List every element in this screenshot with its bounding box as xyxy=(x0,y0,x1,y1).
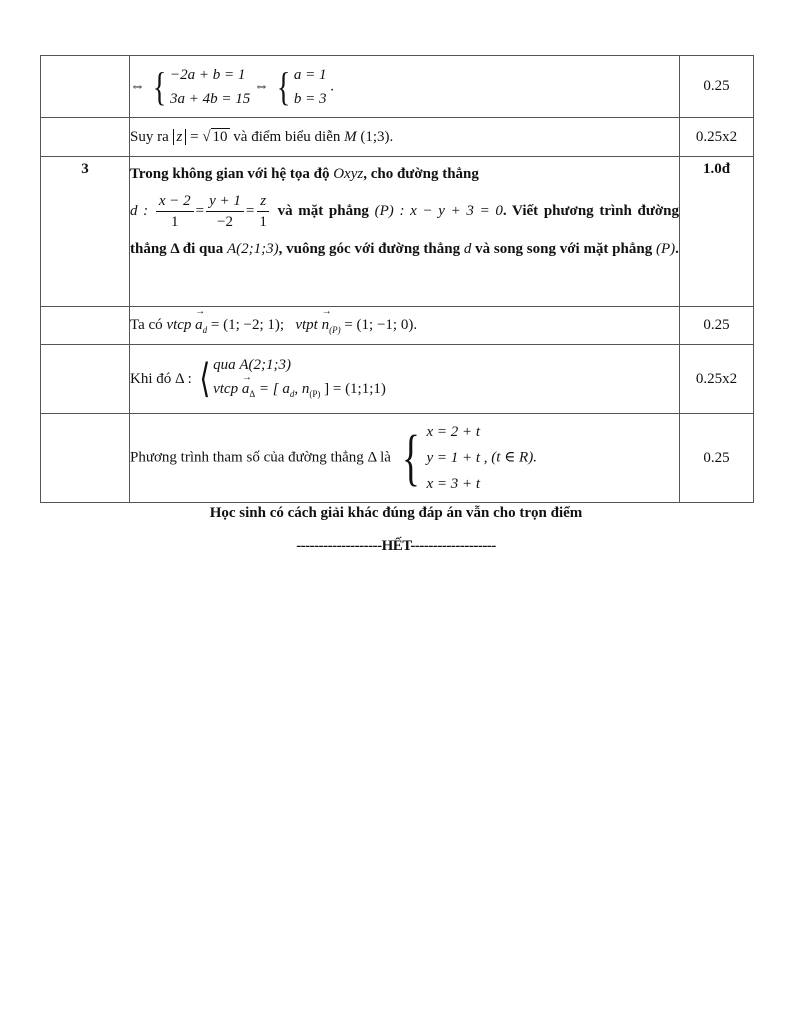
score-cell: 0.25 xyxy=(680,414,754,503)
equation-system xyxy=(273,63,327,111)
equivalence-symbol: ⇔ xyxy=(253,77,269,94)
equation: 3a + 4b = 15 xyxy=(169,90,251,107)
point-label: M xyxy=(344,128,357,145)
equation: b = 3 xyxy=(293,90,327,107)
radicand: 10 xyxy=(212,128,228,145)
score-cell: 0.25x2 xyxy=(680,118,754,157)
text: vtpt xyxy=(295,316,318,333)
question-number-cell xyxy=(41,118,130,157)
text: . Viết phương trình đường thẳng Δ đi qua xyxy=(130,202,680,257)
solution-cell xyxy=(130,56,680,118)
answer-table xyxy=(40,55,754,503)
text: và điểm biểu diễn xyxy=(233,128,341,145)
line-equation: d : $\frac{x - 2}{1}$ = $\frac{y + 1}{-2}$ = $\frac{z}{1}$ xyxy=(130,203,278,219)
solution-cell: Ta có vtcp → $a_d = (1$; −2; 1); vtpt → $n_{(P)} = (1$; −1; 0). xyxy=(130,307,680,345)
period: . xyxy=(330,77,335,94)
line-label: d : xyxy=(130,202,149,219)
question-number-cell xyxy=(41,56,130,118)
fraction: $\frac{y + 1}{-2}$ xyxy=(206,191,244,232)
table-row xyxy=(41,157,754,307)
text: vtcp xyxy=(166,316,192,333)
text: Suy ra xyxy=(130,128,169,145)
vector-value: = (1; −2; 1); xyxy=(210,316,285,333)
text: Khi đó Δ : xyxy=(130,370,192,387)
line-label: d xyxy=(463,241,472,257)
point-coords: (1;3). xyxy=(360,128,394,145)
solution-cell xyxy=(130,345,680,414)
question-number-cell xyxy=(41,307,130,345)
text: là xyxy=(380,449,391,466)
text: , vuông góc với đường thẳng xyxy=(278,241,461,257)
question-number-cell xyxy=(41,414,130,503)
left-angle-bracket: ⟨ xyxy=(198,356,210,401)
vector-value: = (1; −1; 0). xyxy=(344,316,418,333)
fraction: $\frac{x - 2}{1}$ xyxy=(156,191,194,232)
plane-equation: (P) : x − y + 3 = 0 xyxy=(374,202,503,219)
left-brace: { xyxy=(401,424,420,492)
vector: → n xyxy=(322,317,330,334)
equation: −2a + b = 1 xyxy=(169,66,246,83)
score-cell: 0.25x2 xyxy=(680,345,754,414)
text: Ta có xyxy=(130,316,163,333)
equation-system xyxy=(149,63,250,111)
square-root: √ 10 xyxy=(202,128,228,145)
coordinate-system: Oxyz xyxy=(333,166,364,182)
text: và song song với mặt phẳng xyxy=(475,241,653,257)
table-row xyxy=(41,56,754,118)
left-brace: { xyxy=(152,63,167,109)
table-row xyxy=(41,414,754,503)
text: , cho đường thẳng xyxy=(363,166,479,182)
question-number-cell xyxy=(41,345,130,414)
fraction: $\frac{z}{1}$ xyxy=(256,191,270,232)
score-cell: 0.25 xyxy=(680,56,754,118)
table-row xyxy=(41,307,754,345)
text: và mặt phẳng xyxy=(277,202,369,219)
parameter-condition: (t ∈ R). xyxy=(491,449,537,466)
end-marker: -------------------HẾT------------------- xyxy=(296,538,496,554)
vector: → a xyxy=(195,317,203,334)
table-row xyxy=(41,118,754,157)
plane-label: (P) xyxy=(655,241,676,257)
point-a: A(2;1;3) xyxy=(226,241,279,257)
left-brace: { xyxy=(276,63,291,109)
parametric-system: { x = 2 + t y = 1 + t , x = 3 + t xyxy=(401,424,488,492)
equivalence-symbol: ⇔ xyxy=(130,77,145,94)
solution-cell xyxy=(130,414,680,503)
modulus: z xyxy=(173,129,187,145)
solution-cell xyxy=(130,118,680,157)
text: . xyxy=(675,241,679,257)
score-cell: 1.0đ xyxy=(680,157,754,307)
closing-note: Học sinh có cách giải khác đúng đáp án vẫn cho trọn điểm xyxy=(209,505,583,521)
text: Trong không gian với hệ tọa độ xyxy=(130,166,330,182)
problem-cell xyxy=(130,157,680,307)
delta-symbol: Δ xyxy=(367,449,377,466)
text: Phương trình tham số của đường thẳng xyxy=(130,449,364,466)
score-cell: 0.25 xyxy=(680,307,754,345)
question-number-cell: 3 xyxy=(41,157,130,307)
line-definition: ⟨ qua A(2;1;3) vtcp → $a_\Delta$ = [ $a_d$, $n_{(P)}$ ] = (1;1;1) xyxy=(196,353,386,406)
equation: a = 1 xyxy=(293,66,327,83)
table-row xyxy=(41,345,754,414)
text: = xyxy=(190,128,199,145)
